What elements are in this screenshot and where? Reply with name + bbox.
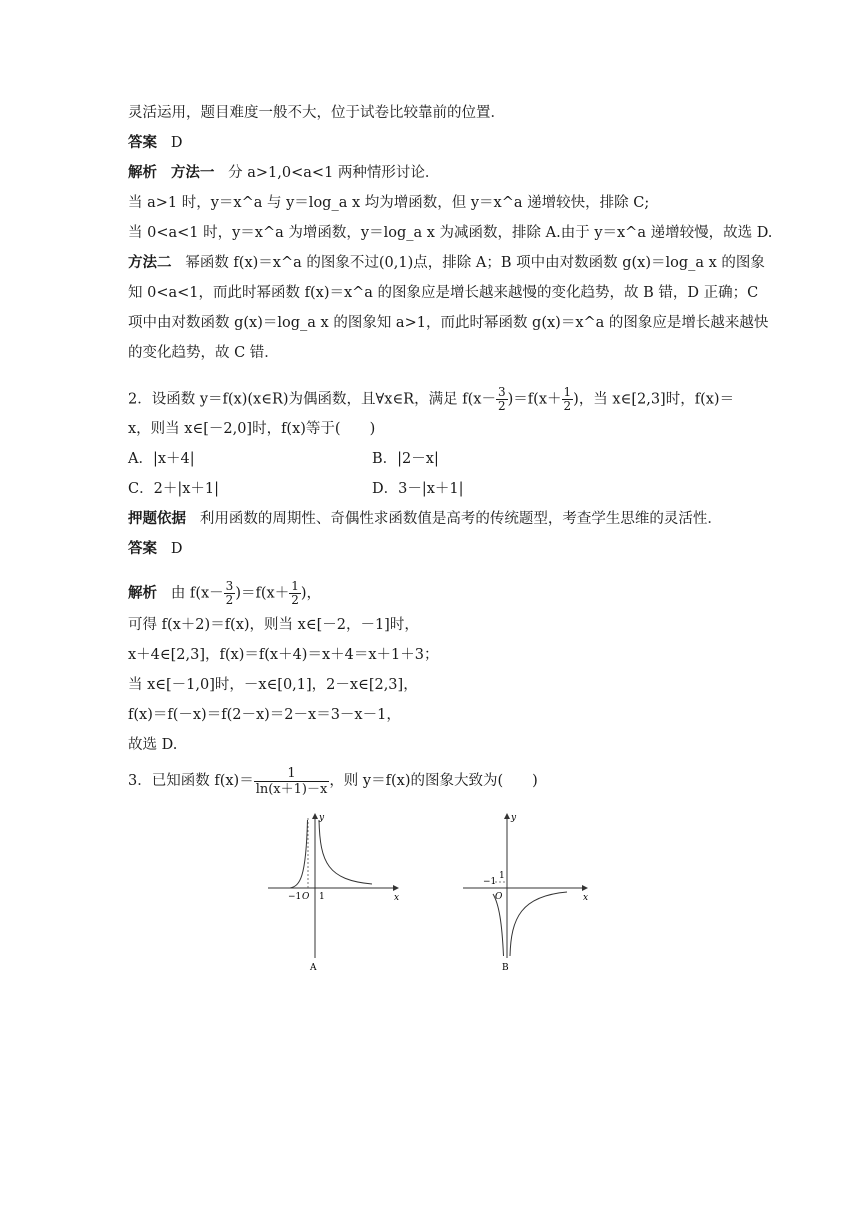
q2-expr: x＋ bbox=[538, 391, 562, 408]
text-line: 当 0<a<1 时，y＝x^a 为增函数，y＝log_a x 为减函数，排除 A.由于 y＝x^a 递增较慢，故选 D. bbox=[128, 225, 773, 241]
tick-1: 1 bbox=[319, 892, 325, 902]
curve-right bbox=[510, 892, 567, 956]
x-label: x bbox=[394, 893, 400, 903]
tick-neg1: −1 bbox=[288, 892, 302, 902]
option-b: B．|2－x| bbox=[372, 451, 439, 467]
origin-label: O bbox=[302, 892, 310, 902]
analysis-label: 解析 bbox=[128, 585, 157, 602]
fraction-denominator: 2 bbox=[563, 399, 572, 413]
solution-step: x＋4∈[2,3]，f(x)＝f(x＋4)＝x＋4＝x＋1＋3； bbox=[128, 647, 439, 663]
q2-stem-part: 2．设函数 y＝f(x)(x∈R)为偶函数，且∀x∈R，满足 f bbox=[128, 391, 468, 408]
graph-label: A bbox=[310, 963, 317, 973]
q3-stem-part: 3．已知函数 f(x)＝ bbox=[128, 773, 254, 789]
fraction-denominator: 2 bbox=[291, 593, 299, 607]
basis-text: 利用函数的周期性、奇偶性求函数值是高考的传统题型，考查学生思维的灵活性． bbox=[199, 511, 722, 527]
curve-right bbox=[319, 820, 372, 884]
fraction bbox=[562, 386, 574, 413]
fraction-denominator: ln(x＋1)－x bbox=[255, 781, 328, 797]
method-two-text: 幂函数 f(x)＝x^a 的图象不过(0,1)点，排除 A；B 项中由对数函数 g(x)＝log_a x 的图象 bbox=[185, 255, 765, 271]
fraction bbox=[224, 580, 236, 607]
option-a: A．|x＋4| bbox=[128, 451, 195, 467]
text-line: 灵活运用，题目难度一般不大，位于试卷比较靠前的位置． bbox=[128, 105, 505, 121]
solution-part: 由 f bbox=[170, 585, 196, 602]
q2-stem-part: ，当 x∈[2,3]时，f(x)＝ bbox=[578, 391, 735, 408]
text-line: 的变化趋势，故 C 错． bbox=[128, 345, 279, 361]
y-label: y bbox=[319, 813, 325, 823]
question-2-stem-cont: x，则当 x∈[－2,0]时，f(x)等于( ) bbox=[128, 421, 376, 437]
answer-label: 答案 bbox=[128, 541, 157, 557]
basis-label: 押题依据 bbox=[128, 511, 186, 527]
solution-line bbox=[128, 580, 734, 607]
solution-expr: x－ bbox=[200, 585, 224, 602]
solution-expr: x＋ bbox=[266, 585, 290, 602]
option-c: C．2＋|x＋1| bbox=[128, 481, 219, 497]
solution-step: 当 x∈[－1,0]时，－x∈[0,1]，2－x∈[2,3]， bbox=[128, 677, 418, 693]
fraction bbox=[289, 580, 301, 607]
solution-part: ＝f bbox=[240, 585, 261, 602]
solution-part: ， bbox=[306, 585, 322, 602]
option-d: D．3－|x＋1| bbox=[372, 481, 464, 497]
fraction-numerator: 3 bbox=[225, 579, 234, 593]
fraction-numerator: 1 bbox=[563, 385, 572, 399]
method-one-text: 分 a>1,0<a<1 两种情形讨论． bbox=[228, 165, 440, 181]
paren-expression: (x－ $\frac{3}{2}$ ) bbox=[467, 385, 514, 413]
fraction-denominator: 2 bbox=[497, 399, 506, 413]
solution-step: 可得 f(x＋2)＝f(x)，则当 x∈[－2，－1]时， bbox=[128, 617, 419, 633]
fraction-numerator: 1 bbox=[254, 766, 330, 782]
question-2-stem bbox=[128, 386, 734, 413]
paren-expression: (x＋ $\frac{1}{2}$ ) bbox=[533, 385, 579, 413]
method-one-label: 方法一 bbox=[170, 165, 215, 181]
tick-neg1: −1 bbox=[483, 877, 497, 887]
analysis-line bbox=[128, 162, 734, 184]
y-label: y bbox=[511, 813, 517, 823]
answer-line bbox=[128, 538, 734, 560]
method-two-label: 方法二 bbox=[128, 255, 172, 271]
fraction-numerator: 1 bbox=[291, 579, 299, 593]
paren-expression: (x＋ $\frac{1}{2}$ ) bbox=[260, 579, 307, 607]
solution-step: 故选 D. bbox=[128, 737, 178, 753]
q3-stem-part: ，则 y＝f(x)的图象大致为( ) bbox=[329, 773, 538, 789]
q2-stem-part: ＝f bbox=[513, 391, 534, 408]
paren-expression: (x－ $\frac{3}{2}$ ) bbox=[195, 579, 241, 607]
text-line: 知 0<a<1，而此时幂函数 f(x)＝x^a 的图象应是增长越来越慢的变化趋势，故 B 错，D 正确；C bbox=[128, 285, 759, 301]
curve-left bbox=[493, 894, 504, 956]
graph-label: B bbox=[502, 963, 509, 973]
q2-expr: x－ bbox=[473, 391, 496, 408]
fraction bbox=[254, 766, 330, 797]
fraction-numerator: 3 bbox=[497, 385, 506, 399]
analysis-label: 解析 bbox=[128, 165, 157, 181]
answer-label: 答案 bbox=[128, 135, 157, 151]
fraction bbox=[496, 386, 508, 413]
fraction-denominator: 2 bbox=[225, 593, 234, 607]
graph-a bbox=[260, 808, 410, 973]
curve-left bbox=[290, 820, 308, 888]
basis-line bbox=[128, 508, 734, 530]
x-label: x bbox=[583, 893, 589, 903]
graph-b bbox=[455, 808, 605, 973]
answer-value: D bbox=[170, 541, 183, 557]
text-line: 项中由对数函数 g(x)＝log_a x 的图象知 a>1，而此时幂函数 g(x)＝x^a 的图象应是增长越来越快 bbox=[128, 315, 769, 331]
method-two-line bbox=[128, 252, 765, 274]
origin-label: O bbox=[495, 892, 503, 902]
question-3-stem bbox=[128, 764, 734, 798]
solution-step: f(x)＝f(－x)＝f(2－x)＝2－x＝3－x－1， bbox=[128, 707, 401, 723]
answer-value: D bbox=[170, 135, 183, 151]
tick-1: 1 bbox=[499, 871, 505, 881]
answer-line bbox=[128, 132, 734, 154]
text-line: 当 a>1 时，y＝x^a 与 y＝log_a x 均为增函数，但 y＝x^a 递增较快，排除 C; bbox=[128, 195, 650, 211]
